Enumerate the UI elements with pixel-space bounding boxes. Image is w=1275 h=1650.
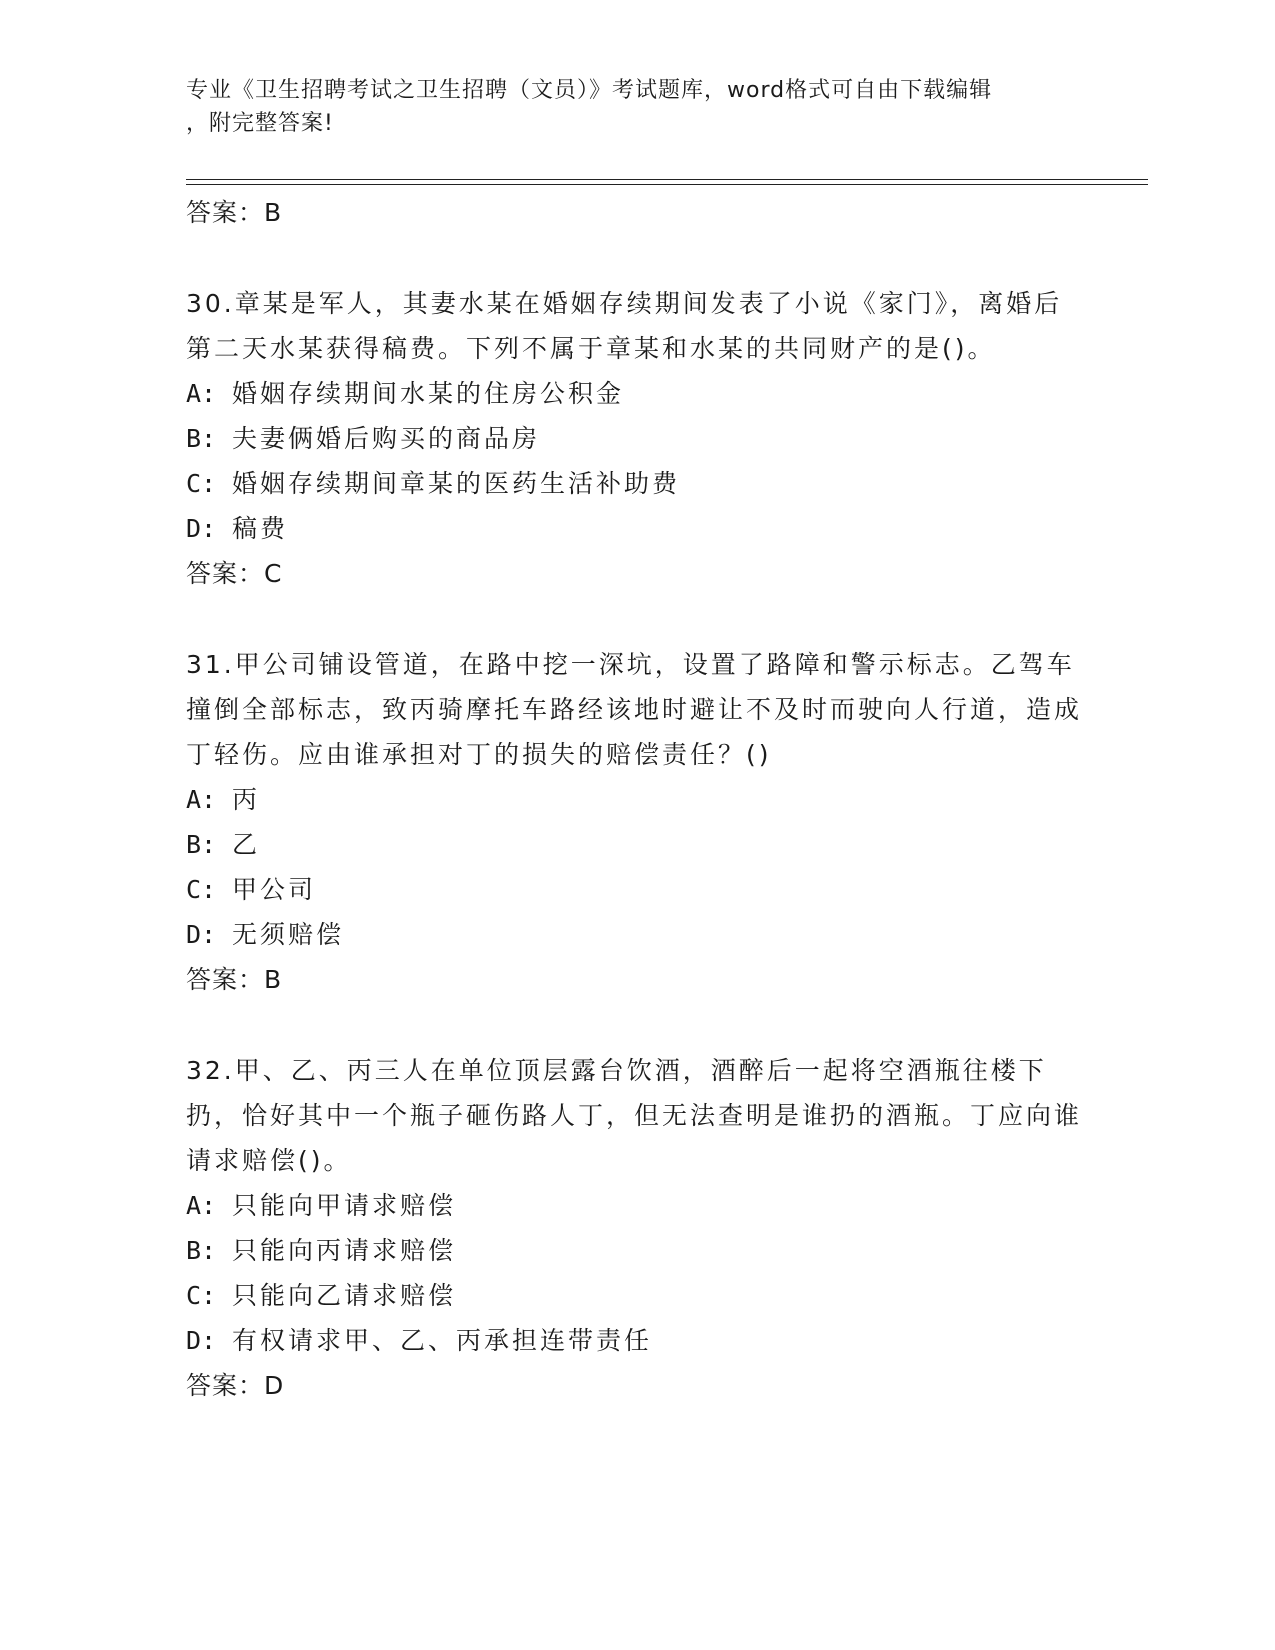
- option-text: 夫妻俩婚后购买的商品房: [232, 424, 541, 453]
- option-letter: C:: [186, 1281, 217, 1310]
- document-header: [186, 74, 1066, 140]
- option-a: [186, 777, 1086, 822]
- option-letter: D:: [186, 1326, 217, 1355]
- option-letter: A:: [186, 1191, 217, 1220]
- option-c: [186, 1273, 1086, 1318]
- header-divider-bottom: [186, 184, 1148, 185]
- question-32: [186, 1048, 1086, 1408]
- header-line-1: 专业《卫生招聘考试之卫生招聘（文员）》考试题库，word格式可自由下载编辑: [186, 78, 993, 103]
- option-b: [186, 416, 1086, 461]
- option-text: 有权请求甲、乙、丙承担连带责任: [232, 1326, 653, 1355]
- option-letter: D:: [186, 920, 217, 949]
- option-text: 乙: [232, 830, 261, 859]
- option-letter: C:: [186, 875, 217, 904]
- header-line-2: ，附完整答案!: [186, 111, 334, 136]
- option-text: 甲公司: [232, 875, 317, 904]
- option-text: 稿费: [232, 514, 289, 543]
- option-c: [186, 867, 1086, 912]
- question-text: 31.甲公司铺设管道，在路中挖一深坑，设置了路障和警示标志。乙驾车撞倒全部标志，致丙骑摩托车路经该地时避让不及时而驶向人行道，造成丁轻伤。应由谁承担对丁的损失的赔偿责任？(): [186, 650, 1083, 769]
- option-a: [186, 371, 1086, 416]
- header-divider-top: [186, 179, 1148, 180]
- previous-answer: 答案：B: [186, 198, 283, 227]
- option-letter: B:: [186, 424, 217, 453]
- question-list: [186, 188, 1086, 1408]
- option-b: [186, 822, 1086, 867]
- option-text: 婚姻存续期间水某的住房公积金: [232, 379, 625, 408]
- option-text: 只能向丙请求赔偿: [232, 1236, 457, 1265]
- option-d: [186, 506, 1086, 551]
- question-text: 30.章某是军人，其妻水某在婚姻存续期间发表了小说《家门》，离婚后第二天水某获得稿费。下列不属于章某和水某的共同财产的是()。: [186, 289, 1063, 363]
- option-letter: D:: [186, 514, 217, 543]
- option-letter: B:: [186, 1236, 217, 1265]
- option-letter: A:: [186, 785, 217, 814]
- option-text: 无须赔偿: [232, 920, 345, 949]
- answer: 答案：D: [186, 1371, 285, 1400]
- answer: 答案：C: [186, 559, 283, 588]
- option-d: [186, 1318, 1086, 1363]
- option-text: 只能向甲请求赔偿: [232, 1191, 457, 1220]
- option-letter: B:: [186, 830, 217, 859]
- option-d: [186, 912, 1086, 957]
- option-text: 丙: [232, 785, 261, 814]
- option-a: [186, 1183, 1086, 1228]
- option-letter: C:: [186, 469, 217, 498]
- question-31: [186, 642, 1086, 1002]
- question-text: 32.甲、乙、丙三人在单位顶层露台饮酒，酒醉后一起将空酒瓶往楼下扔，恰好其中一个瓶子砸伤路人丁，但无法查明是谁扔的酒瓶。丁应向谁请求赔偿()。: [186, 1056, 1083, 1175]
- question-30: [186, 281, 1086, 596]
- option-letter: A:: [186, 379, 217, 408]
- option-c: [186, 461, 1086, 506]
- option-b: [186, 1228, 1086, 1273]
- option-text: 婚姻存续期间章某的医药生活补助费: [232, 469, 681, 498]
- answer: 答案：B: [186, 965, 283, 994]
- option-text: 只能向乙请求赔偿: [232, 1281, 457, 1310]
